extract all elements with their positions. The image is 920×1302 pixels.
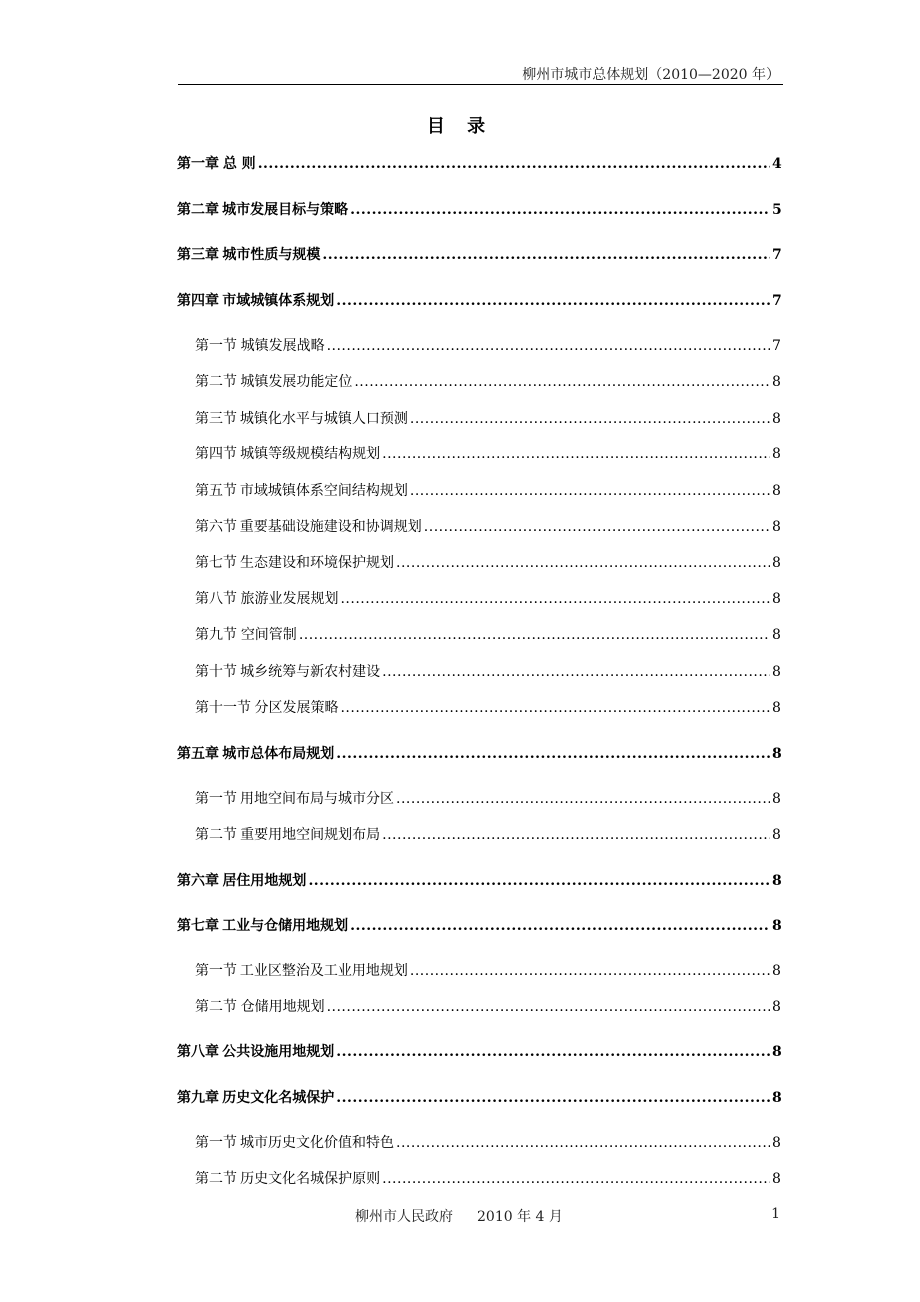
entry-number: 第三章 — [177, 247, 219, 263]
entry-title: 城镇等级规模结构规划 — [240, 446, 381, 462]
entry-number: 第一节 — [195, 1135, 237, 1151]
entry-page-number: 8 — [772, 700, 781, 716]
dot-leader — [322, 245, 770, 265]
entry-number: 第六节 — [195, 519, 237, 535]
dot-leader — [410, 409, 770, 429]
dot-leader — [350, 200, 770, 220]
entry-page-number: 8 — [772, 827, 781, 843]
entry-page-number: 8 — [772, 446, 781, 462]
entry-page-number: 5 — [772, 202, 782, 218]
entry-page-number: 7 — [772, 338, 781, 354]
toc-chapter-entry[interactable] — [177, 1042, 780, 1062]
dot-leader — [382, 1169, 770, 1189]
entry-title: 城市总体布局规划 — [222, 746, 335, 762]
dot-leader — [424, 517, 770, 537]
dot-leader — [350, 916, 770, 936]
entry-page-number: 8 — [772, 411, 781, 427]
entry-title: 工业区整治及工业用地规划 — [239, 963, 408, 979]
entry-title: 分区发展策略 — [254, 700, 339, 716]
entry-page-number: 8 — [772, 873, 782, 889]
entry-page-number: 8 — [772, 627, 781, 643]
toc-section-entry[interactable] — [195, 625, 780, 645]
entry-number: 第七章 — [177, 918, 219, 934]
entry-title: 城镇发展战略 — [240, 338, 325, 354]
entry-number: 第六章 — [177, 873, 219, 889]
entry-title: 城镇化水平与城镇人口预测 — [239, 411, 408, 427]
dot-leader — [340, 589, 770, 609]
entry-number: 第一节 — [195, 338, 237, 354]
footer-info — [355, 1206, 563, 1226]
toc-section-entry[interactable] — [195, 1169, 780, 1189]
entry-title: 重要用地空间规划布局 — [240, 827, 381, 843]
entry-title: 生态建设和环境保护规划 — [240, 555, 395, 571]
entry-page-number: 8 — [772, 1090, 782, 1106]
toc-section-entry[interactable] — [195, 336, 780, 356]
entry-page-number: 8 — [772, 1135, 781, 1151]
entry-title: 城镇发展功能定位 — [240, 374, 353, 390]
entry-page-number: 8 — [772, 1171, 781, 1187]
dot-leader — [336, 1088, 770, 1108]
entry-number: 第八章 — [177, 1044, 219, 1060]
toc-chapter-entry[interactable] — [177, 245, 780, 265]
entry-title: 公共设施用地规划 — [222, 1044, 335, 1060]
dot-leader — [340, 698, 770, 718]
entry-number: 第十一节 — [195, 700, 251, 716]
entry-page-number: 8 — [772, 664, 781, 680]
toc-chapter-entry[interactable] — [177, 291, 780, 311]
dot-leader — [327, 336, 770, 356]
toc-title: 目 录 — [426, 116, 494, 137]
toc-section-entry[interactable] — [195, 517, 780, 537]
dot-leader — [396, 1133, 770, 1153]
dot-leader — [258, 154, 770, 174]
entry-title: 历史文化名城保护原则 — [240, 1171, 381, 1187]
dot-leader — [327, 997, 770, 1017]
entry-page-number: 8 — [772, 746, 782, 762]
entry-title: 旅游业发展规划 — [240, 591, 339, 607]
footer-org: 柳州市人民政府 — [355, 1209, 453, 1225]
entry-number: 第四节 — [195, 446, 237, 462]
entry-title: 重要基础设施建设和协调规划 — [239, 519, 422, 535]
dot-leader — [396, 553, 770, 573]
toc-chapter-entry[interactable] — [177, 1088, 780, 1108]
entry-title: 城乡统筹与新农村建设 — [240, 664, 381, 680]
entry-title: 用地空间布局与城市分区 — [240, 791, 395, 807]
entry-number: 第五章 — [177, 746, 219, 762]
entry-number: 第七节 — [195, 555, 237, 571]
entry-number: 第五节 — [195, 483, 237, 499]
entry-title: 市域城镇体系空间结构规划 — [239, 483, 408, 499]
entry-title: 仓储用地规划 — [240, 999, 325, 1015]
entry-page-number: 8 — [772, 519, 781, 535]
entry-number: 第九章 — [177, 1090, 219, 1106]
entry-title: 总 则 — [222, 156, 256, 172]
entry-page-number: 8 — [772, 591, 781, 607]
entry-number: 第三节 — [195, 411, 237, 427]
entry-title: 居住用地规划 — [222, 873, 307, 889]
entry-number: 第二节 — [195, 1171, 237, 1187]
entry-page-number: 8 — [772, 374, 781, 390]
entry-number: 第二章 — [177, 202, 219, 218]
entry-number: 第一节 — [195, 963, 237, 979]
entry-number: 第十节 — [195, 664, 237, 680]
dot-leader — [299, 625, 770, 645]
entry-number: 第九节 — [195, 627, 237, 643]
entry-page-number: 8 — [772, 918, 782, 934]
toc-section-entry[interactable] — [195, 409, 780, 429]
dot-leader — [336, 1042, 770, 1062]
entry-page-number: 8 — [772, 1044, 782, 1060]
toc-section-entry[interactable] — [195, 698, 780, 718]
entry-title: 市域城镇体系规划 — [222, 293, 335, 309]
toc-chapter-entry[interactable] — [177, 154, 780, 174]
dot-leader — [336, 291, 770, 311]
entry-title: 历史文化名城保护 — [222, 1090, 335, 1106]
page-number: 1 — [771, 1206, 780, 1222]
entry-page-number: 4 — [772, 156, 782, 172]
entry-title: 城市发展目标与策略 — [222, 202, 349, 218]
entry-page-number: 7 — [772, 247, 782, 263]
entry-number: 第二节 — [195, 827, 237, 843]
toc-section-entry[interactable] — [195, 997, 780, 1017]
entry-number: 第二节 — [195, 374, 237, 390]
toc-section-entry[interactable] — [195, 372, 780, 392]
entry-number: 第二节 — [195, 999, 237, 1015]
entry-title: 空间管制 — [240, 627, 297, 643]
entry-number: 第四章 — [177, 293, 219, 309]
toc-section-entry[interactable] — [195, 589, 780, 609]
entry-page-number: 7 — [772, 293, 782, 309]
page-header: 柳州市城市总体规划（2010—2020 年） — [522, 67, 780, 83]
toc-section-entry[interactable] — [195, 1133, 780, 1153]
entry-page-number: 8 — [772, 791, 781, 807]
toc-section-entry[interactable] — [195, 553, 780, 573]
dot-leader — [410, 961, 770, 981]
dot-leader — [382, 662, 770, 682]
dot-leader — [410, 481, 770, 501]
toc-section-entry[interactable] — [195, 789, 780, 809]
entry-number: 第一章 — [177, 156, 219, 172]
dot-leader — [396, 789, 770, 809]
entry-title: 工业与仓储用地规划 — [222, 918, 349, 934]
entry-title: 城市性质与规模 — [222, 247, 321, 263]
dot-leader — [336, 744, 770, 764]
entry-title: 城市历史文化价值和特色 — [240, 1135, 395, 1151]
toc-section-entry[interactable] — [195, 662, 780, 682]
entry-page-number: 8 — [772, 555, 781, 571]
entry-page-number: 8 — [772, 963, 781, 979]
toc-section-entry[interactable] — [195, 825, 780, 845]
dot-leader — [382, 444, 770, 464]
entry-number: 第八节 — [195, 591, 237, 607]
toc-section-entry[interactable] — [195, 961, 780, 981]
toc-chapter-entry[interactable] — [177, 200, 780, 220]
toc-section-entry[interactable] — [195, 444, 780, 464]
dot-leader — [354, 372, 770, 392]
toc-chapter-entry[interactable] — [177, 871, 780, 891]
entry-number: 第一节 — [195, 791, 237, 807]
dot-leader — [382, 825, 770, 845]
footer-date: 2010 年 4 月 — [477, 1209, 563, 1225]
toc-section-entry[interactable] — [195, 481, 780, 501]
toc-chapter-entry[interactable] — [177, 744, 780, 764]
dot-leader — [308, 871, 770, 891]
entry-page-number: 8 — [772, 999, 781, 1015]
toc-chapter-entry[interactable] — [177, 916, 780, 936]
entry-page-number: 8 — [772, 483, 781, 499]
